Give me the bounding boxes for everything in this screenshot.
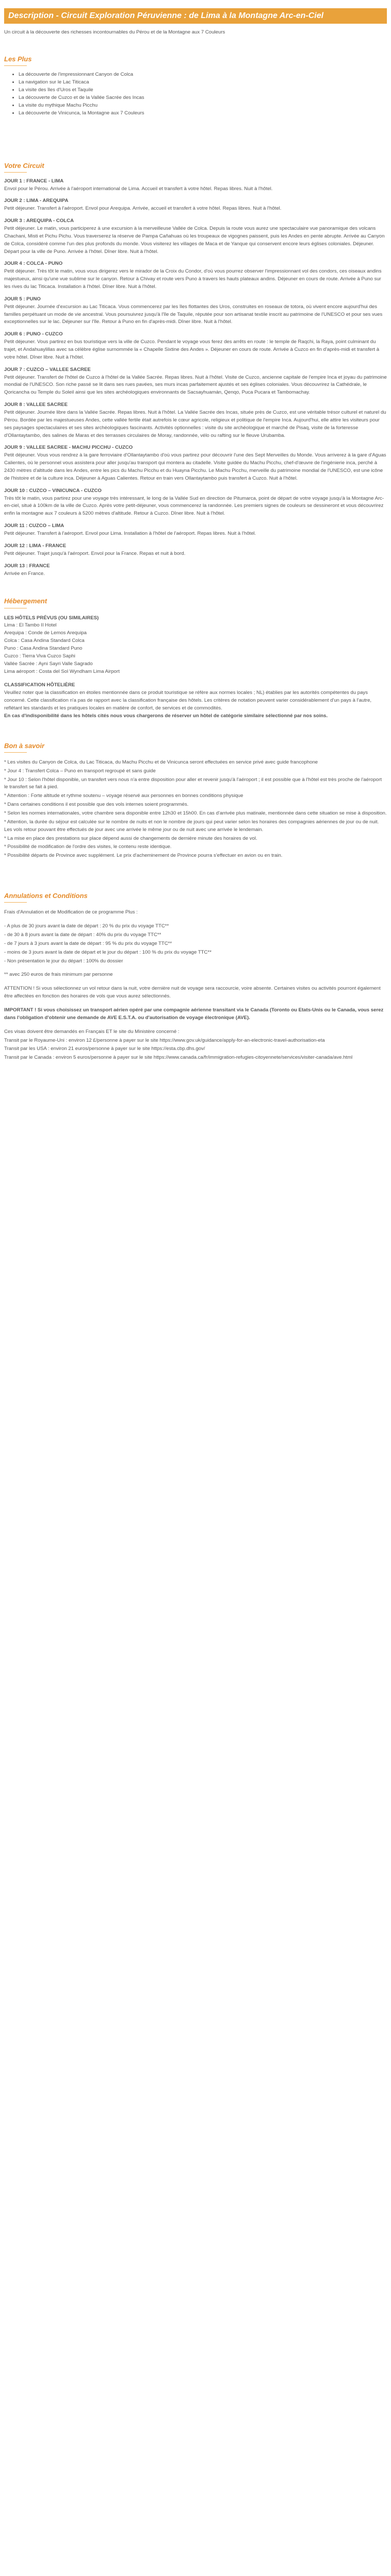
day-title: JOUR 7 : CUZCO – VALLEE SACREE	[4, 366, 91, 372]
fee-item: - Non présentation le jour du départ : 100% du dossier	[4, 958, 123, 964]
hotel-item: Arequipa : Conde de Lemos Arequipa	[4, 630, 87, 636]
day-item	[4, 444, 387, 482]
day-title: JOUR 10 : CUZCO – VINICUNCA - CUZCO	[4, 487, 102, 494]
bon-item: * Attention, la durée du séjour est calculée sur le nombre de nuits et non le nombre de jours qui peut varier selon les horaires des compagnies aériennes de jour ou de nuit. Les vols retour pouvant être effectués de jour avec une arrivée le même jour ou de nuit avec une arrivée le lendemain.	[4, 819, 379, 833]
day-title: JOUR 9 : VALLEE SACREE - MACHU PICCHU - CUZCO	[4, 445, 133, 451]
plus-list	[0, 71, 391, 117]
classification-title: CLASSIFICATION HÔTELIÈRE	[4, 682, 75, 688]
section-annulations	[0, 891, 391, 1062]
fee-item: - de 7 jours à 3 jours avant la date de départ : 95 % du prix du voyage TTC**	[4, 940, 172, 946]
fee-item: - A plus de 30 jours avant la date de départ : 20 % du prix du voyage TTC**	[4, 923, 169, 929]
plus-item: • La découverte de Cuzco et de la Vallée Sacrée des Incas	[19, 94, 391, 102]
section-plus	[0, 54, 391, 117]
bon-item: * La mise en place des prestations sur place dépend aussi de changements de dernière minute des horaires de vol.	[4, 835, 257, 841]
section-heading-hebergement: Hébergement	[4, 597, 47, 605]
annulation-body	[4, 909, 387, 1062]
day-text: Petit déjeuner. Très tôt le matin, vous vous dirigerez vers le mirador de la Croix du Condor, d'où vous pourrez observer l'impressionnant vol des condors, ces oiseaux andins majestueux, ainsi qu'une vue sublime sur le canyon. Retour à Chivay et route vers Puno à travers les hauts plateaux andins. Déjeuner en cours de route. Arrivée à Puno sur les rives du lac Titicaca. Installation à l'hôtel. Dîner libre. Nuit à l'hôtel.	[4, 268, 382, 290]
plus-item: • La découverte de l'impressionnant Canyon de Colca	[19, 71, 391, 79]
day-text: Petit déjeuner. Journée d'excursion au Lac Titicaca. Vous commencerez par les îles flottantes des Uros, construites en roseaux de totora, où vivent encore aujourd'hui des familles perpétuant un mode de vie ancestral. Vous poursuivrez jusqu'à l'île de Taquile, réputée pour son artisanat textile inscrit au patrimoine de l'UNESCO et pour ses vues exceptionnelles sur le lac. Déjeuner sur l'île. Retour à Puno en fin d'après-midi. Dîner libre. Nuit à l'hôtel.	[4, 303, 383, 325]
day-text: Petit déjeuner. Le matin, vous participerez à une excursion à la merveilleuse Vallée de Colca. Depuis la route vous aurez une spectaculaire vue panoramique des volcans Chachani, Misti et Pichu Pichu. Vous traverserez la réserve de Pampa Cañahuas où les troupeaux de vigognes paissent, puis les Andes en pente abrupte. Arrivée au Canyon de Colca, considéré comme l'un des plus profonds du monde. Vous visiterez les villages de Maca et de Yanque qui conservent encore leurs églises coloniales. Déjeuner. Départ pour la ville de Puno. Arrivée à l'hôtel. Dîner libre. Nuit à l'hôtel.	[4, 225, 385, 255]
plus-item: • La visite des îles d'Uros et Taquile	[19, 87, 391, 94]
day-item	[4, 563, 387, 578]
bon-item: * Possibilité départs de Province avec supplément. Le prix d'acheminement de Province pourra s'effectuer en avion ou en train.	[4, 853, 283, 859]
plus-item: • La visite du mythique Machu Picchu	[19, 102, 391, 110]
hotel-list	[4, 615, 387, 720]
section-heading-circuit: Votre Circuit	[4, 161, 44, 170]
plus-item: • La navigation sur le Lac Titicaca	[19, 79, 391, 87]
hotel-list-title: LES HÔTELS PRÉVUS (OU SIMILAIRES)	[4, 615, 99, 621]
classification-note: En cas d'indisponibilité dans les hôtels cités nous vous chargerons de réserver un hôtel de catégorie similaire sélectionné par nos soins.	[4, 713, 328, 719]
bon-item: * Selon les normes internationales, votre chambre sera disponible entre 12h30 et 15h00. En cas d'arrivée plus matinale, mentionnée dans cette situation se mise à disposition.	[4, 810, 387, 816]
annulation-intro: Frais d'Annulation et de Modification de ce programme Plus :	[4, 909, 138, 916]
section-heading-plus: Les Plus	[4, 55, 32, 63]
hotel-item: Colca : Casa Andina Standard Colca	[4, 638, 85, 644]
attention-note: ATTENTION ! Si vous sélectionnez un vol retour dans la nuit, votre dernière nuit de voyage sera raccourcie, voire absente. Certaines visites ou activités pourront également être affectées en fonction des horaires de vols que vous aurez sélectionnés.	[4, 986, 381, 999]
day-item	[4, 296, 387, 326]
day-title: JOUR 12 : LIMA - FRANCE	[4, 543, 67, 549]
day-item	[4, 217, 387, 256]
bon-item: * Jour 4 : Transfert Colca – Puno en transport regroupé et sans guide	[4, 768, 156, 774]
day-text: Très tôt le matin, vous partirez pour une voyage très intéressant, le long de la Vallée Sud en direction de Pitumarca, point de départ de votre voyage jusqu'à la Montagne Arc-en-ciel, situé à 100km de la ville de Cuzco. Après votre petit-déjeuner, vous commencerez la randonnée. Les premiers signes de couleurs se dessineront et vous découvrirez enfin la montagne aux 7 couleurs à 5200 mètres d'altitude. Retour à Cuzco. Dîner libre. Nuit à l'hôtel.	[4, 495, 384, 517]
day-text: Envol pour le Pérou. Arrivée à l'aéroport international de Lima. Accueil et transfert à votre hôtel. Repas libres. Nuit à l'hôtel.	[4, 185, 273, 192]
classification-text: Veuillez noter que la classification en étoiles mentionnée dans ce produit touristique se réfère aux normes locales ; NL) établies par les autorités compétentes du pays concerné. Cette classification n'a pas de rapport avec la classification française des hôtels. Les critères de notation peuvent varier considérablement d'un pays à l'autre, reflétant les standards et les pratiques locales en matière de confort, de services et de commodités.	[4, 690, 372, 711]
important-note: IMPORTANT ! Si vous choisissez un transport aérien opéré par une compagnie aérienne transitant via le Canada (Toronto ou Etats-Unis ou le Canada, vous serez dans l'obligation d'obtenir une demande de AVE E.S.T.A. ou d'autorisation de voyage électronique (AVE).	[4, 1007, 384, 1021]
day-item	[4, 401, 387, 439]
day-title: JOUR 3 : AREQUIPA - COLCA	[4, 218, 74, 224]
hotel-item: Vallée Sacrée : Ayni Sayri Valle Sagrado	[4, 660, 93, 667]
section-circuit	[0, 161, 391, 578]
bon-list	[4, 759, 387, 860]
bon-item: * Les visites du Canyon de Colca, du Lac Titicaca, du Machu Picchu et de Vinicunca seront effectuées en service privé avec guide francophone	[4, 759, 318, 765]
day-item	[4, 331, 387, 361]
hotel-item: Lima aéroport : Costa del Sol Wyndham Lima Airport	[4, 668, 120, 674]
fees-note: ** avec 250 euros de frais minimum par personne	[4, 972, 113, 978]
visa-item: Transit par le Canada : environ 5 euros/personne à payer sur le site https://www.canada.ca/fr/immigration-refugies-citoyennete/services/visiter-canada/ave.html	[4, 1055, 353, 1061]
heading-underline	[4, 65, 27, 66]
fee-item: - moins de 3 jours avant la date de départ et le jour du départ : 100 % du prix du voyage TTC**	[4, 949, 211, 955]
visa-item: Transit par le Royaume-Uni : environ 12 £/personne à payer sur le site https://www.gov.uk/guidance/apply-for-an-electronic-travel-authorisation-eta	[4, 1037, 325, 1043]
hotel-classification	[4, 682, 387, 720]
day-title: JOUR 4 : COLCA - PUNO	[4, 261, 63, 267]
day-title: JOUR 2 : LIMA - AREQUIPA	[4, 198, 69, 204]
day-list	[4, 178, 387, 578]
day-text: Petit déjeuner. Vous vous rendrez à la gare ferroviaire d'Ollantaytambo d'où vous partirez pour découvrir l'une des Sept Merveilles du Monde. Vous arriverez à la gare d'Aguas Calientes, où le personnel vous assistera pour aller jusqu'au transport qui montera au citadelle. Visite guidée du Machu Picchu, chef-d'œuvre de l'ingénierie inca, perché à 2430 mètres d'altitude dans les Andes, entre les pics du Machu Picchu et du Huayna Picchu. Le Machu Picchu, merveille du patrimoine mondial de l'UNESCO, est une icône de l'histoire et de la culture inca. Déjeuner à Aguas Calientes. Retour en train vers Ollantaytambo puis transfert à Cuzco. Nuit à l'hôtel.	[4, 452, 386, 481]
page-title: Description - Circuit Exploration Péruvienne : de Lima à la Montagne Arc-en-Ciel	[4, 8, 387, 24]
page	[0, 8, 391, 1062]
day-item	[4, 522, 387, 538]
day-title: JOUR 1 : FRANCE - LIMA	[4, 178, 64, 184]
plus-item: • La découverte de Vinicunca, la Montagne aux 7 Couleurs	[19, 110, 391, 117]
day-text: Petit déjeuner. Transfert à l'aéroport. Envol pour Arequipa. Arrivée, accueil et transfert à votre hôtel. Repas libres. Nuit à l'hôtel.	[4, 206, 282, 212]
day-item	[4, 543, 387, 558]
day-item	[4, 260, 387, 291]
day-text: Petit déjeuner. Journée libre dans la Vallée Sacrée. Repas libres. Nuit à l'hôtel. La Vallée Sacrée des Incas, située près de Cuzco, est une véritable trésor culturel et naturel du Pérou. Bordée par les majestueuses Andes, cette vallée fertile était autrefois le cœur agricole, religieux et politique de l'empire Inca. Aujourd'hui, elle attire les visiteurs pour ses paysages spectaculaires et ses sites archéologiques fascinants. Activités optionnelles : visite du site archéologique et marché de Pisaq, visite de la forteresse d'Ollantaytambo, des salines de Maras et des terrasses circulaires de Moray, randonnée, vélo ou rafting sur le fleuve Urubamba.	[4, 410, 386, 438]
visa-item: Ces visas doivent être demandés en Français ET le site du Ministère concerné :	[4, 1028, 180, 1035]
day-item	[4, 197, 387, 213]
day-title: JOUR 5 : PUNO	[4, 296, 41, 302]
section-hebergement	[0, 596, 391, 720]
heading-underline	[4, 902, 27, 903]
day-text: Petit déjeuner. Transfert à l'aéroport. Envol pour Lima. Installation à l'hôtel de l'aéroport. Repas libres. Nuit à l'hôtel.	[4, 531, 256, 537]
day-item	[4, 487, 387, 518]
hotel-item: Cuzco : Tierra Viva Cuzco Saphi	[4, 653, 75, 659]
bon-item: * Jour 10 : Selon l'hôtel disponible, un transfert vers nous n'a entre disposition pour aller et revenir jusqu'à l'aéroport ; il est possible que à l'hôtel est très proche de l'aéroport le transfert se fait à pied.	[4, 776, 382, 790]
day-item	[4, 366, 387, 397]
hotel-item: Puno : Casa Andina Standard Puno	[4, 645, 83, 651]
bon-item: * Dans certaines conditions il est possible que des vols internes soient programmés.	[4, 802, 189, 808]
heading-underline	[4, 172, 27, 173]
day-text: Petit déjeuner. Transfert de l'hôtel de Cuzco à l'hôtel de la Vallée Sacrée. Repas libres. Nuit à l'hôtel. Visite de Cuzco, ancienne capitale de l'empire Inca et joyau du patrimoine mondial de l'UNESCO. Son riche passé se lit dans ses rues pavées, ses murs incas parfaitement ajustés et ses églises coloniales. Vous découvrirez la Cathédrale, le Qoricancha ou Temple du Soleil ainsi que les sites archéologiques environnants de Sacsayhuamán, Qenqo, Puca Pucara et Tambomachay.	[4, 374, 387, 396]
day-text: Petit déjeuner. Trajet jusqu'à l'aéroport. Envol pour la France. Repas et nuit à bord.	[4, 550, 186, 556]
fee-item: - de 30 à 8 jours avant la date de départ : 40% du prix du voyage TTC**	[4, 931, 161, 938]
day-text: Arrivée en France.	[4, 570, 45, 577]
intro-text: Un circuit à la découverte des richesses incontournables du Pérou et de la Montagne aux 7 Couleurs	[4, 29, 225, 36]
bon-item: * Possibilité de modification de l'ordre des visites, le contenu reste identique.	[4, 844, 172, 850]
section-heading-bon: Bon à savoir	[4, 741, 45, 750]
day-title: JOUR 11 : CUZCO – LIMA	[4, 523, 64, 529]
day-title: JOUR 8 : VALLEE SACREE	[4, 402, 68, 408]
section-heading-annulations: Annulations et Conditions	[4, 892, 88, 900]
bon-item: * Attention : Forte altitude et rythme soutenu – voyage réservé aux personnes en bonnes conditions physique	[4, 793, 243, 799]
day-title: JOUR 6 : PUNO - CUZCO	[4, 331, 63, 337]
heading-underline	[4, 752, 27, 753]
day-title: JOUR 13 : FRANCE	[4, 563, 50, 569]
section-bon-a-savoir	[0, 741, 391, 860]
day-item	[4, 178, 387, 193]
visa-item: Transit par les USA : environ 21 euros/personne à payer sur le site https://esta.cbp.dhs.gov/	[4, 1046, 205, 1052]
hotel-item: Lima : El Tambo II Hotel	[4, 622, 57, 629]
day-text: Petit déjeuner. Vous partirez en bus touristique vers la ville de Cuzco. Pendant le voyage vous ferez des arrêts en route : le temple de Raqchi, la Raya, point culminant du trajet, et Andahuaylillas avec sa célèbre église surnommée la « Chapelle Sixtine des Andes ». Déjeuner en cours de route. Arrivée à Cuzco en fin d'après-midi et transfert à votre hôtel. Dîner libre. Nuit à l'hôtel.	[4, 339, 380, 360]
